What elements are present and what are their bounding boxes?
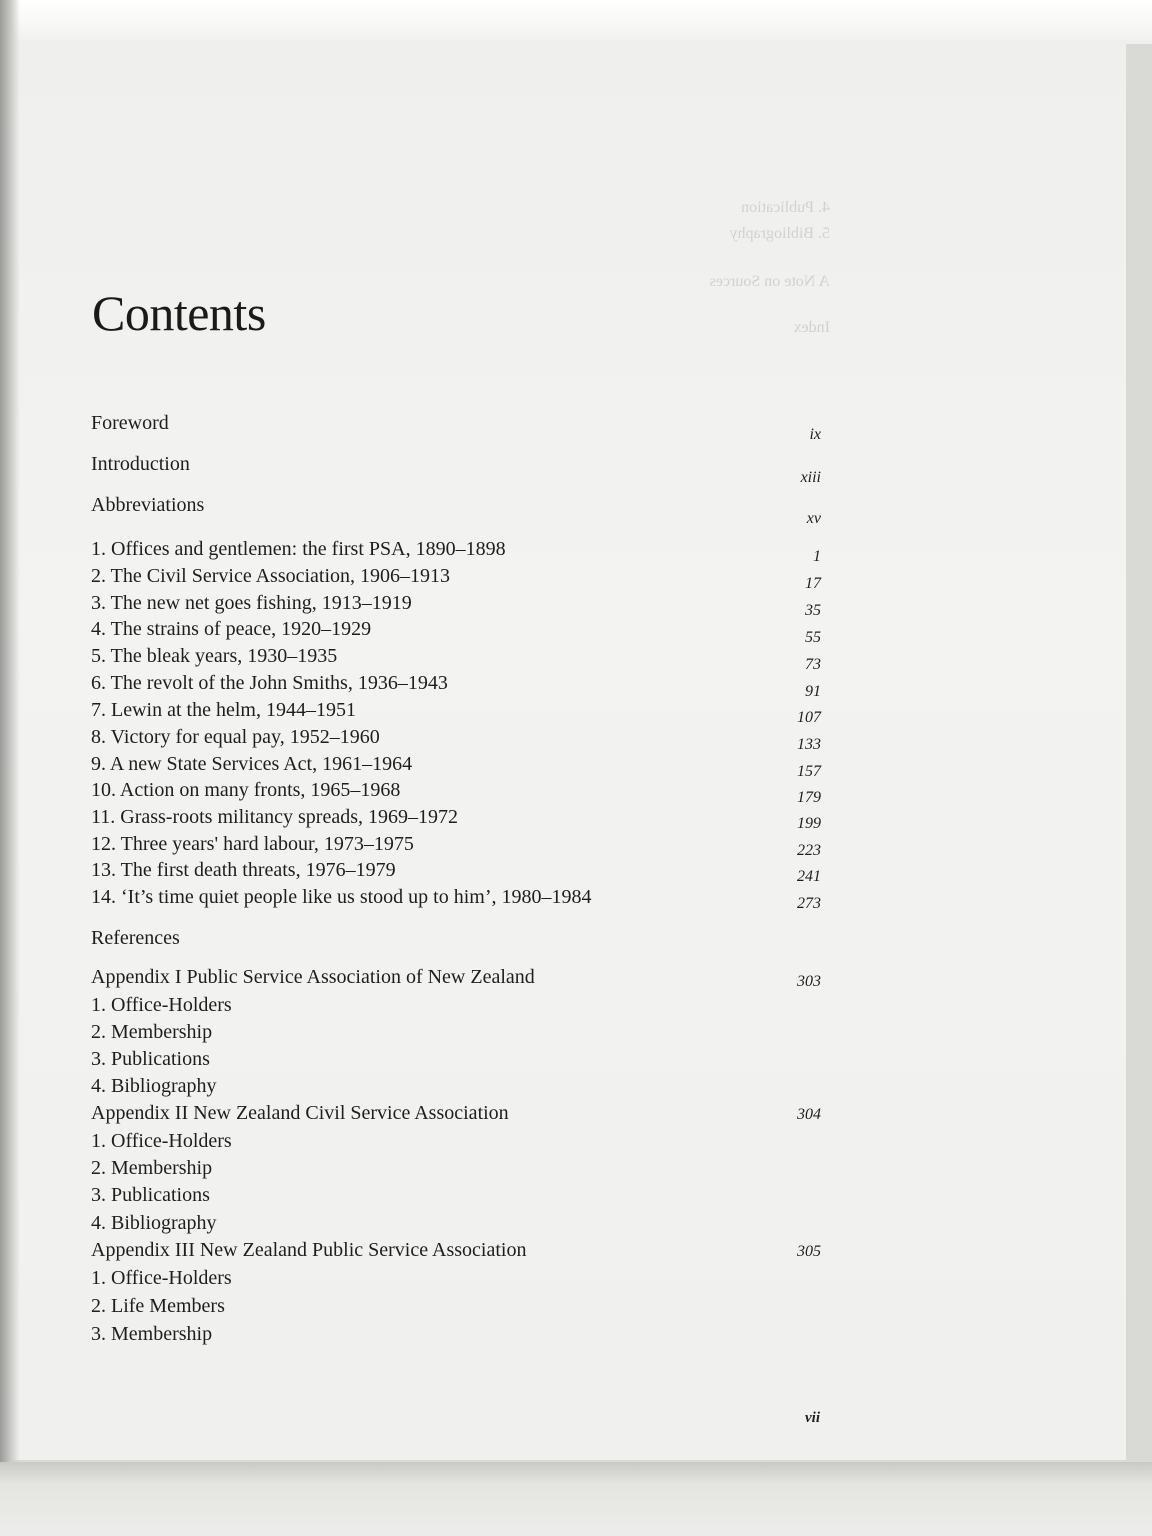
toc-page-number: 1 <box>813 548 821 565</box>
toc-chapter-8 <box>91 725 821 753</box>
page-folio: vii <box>805 1410 820 1426</box>
toc-entry-label: 13. The first death threats, 1976–1979 <box>91 859 396 881</box>
toc-entry-label: Abbreviations <box>91 494 205 516</box>
bleed-line: A Note on Sources <box>709 273 830 290</box>
toc-chapter-7 <box>91 698 821 726</box>
toc-entry-label: 14. ‘It’s time quiet people like us stood up to him’, 1980–1984 <box>91 886 592 908</box>
toc-entry-label: References <box>91 927 180 949</box>
toc-page-number: xiii <box>800 469 821 486</box>
toc-entry-label: Appendix I Public Service Association of New Zealand <box>91 966 535 988</box>
toc-entry-label: Appendix III New Zealand Public Service Association <box>91 1239 527 1261</box>
toc-entry-label: 2. Membership <box>91 1021 213 1043</box>
toc-entry-label: 4. Bibliography <box>91 1212 217 1234</box>
toc-page-number: 35 <box>805 602 821 619</box>
toc-page-number: 223 <box>797 842 821 859</box>
toc-page-number: 91 <box>805 683 821 700</box>
toc-entry-label: 1. Offices and gentlemen: the first PSA, 1890–1898 <box>91 538 506 560</box>
toc-page-number: 73 <box>805 656 821 673</box>
toc-appendix-item <box>91 1047 821 1071</box>
toc-entry-label: 6. The revolt of the John Smiths, 1936–1943 <box>91 672 448 694</box>
toc-page-number: 55 <box>805 629 821 646</box>
toc-entry-foreword <box>91 411 821 443</box>
page-title: Contents <box>92 284 266 341</box>
bleed-through-text <box>640 195 830 341</box>
toc-page-number: xv <box>806 510 821 527</box>
toc-entry-label: 3. Membership <box>91 1323 213 1345</box>
page-top-edge <box>0 0 1152 44</box>
toc-page-number: 199 <box>797 815 821 832</box>
toc-appendix-item <box>91 1129 821 1153</box>
toc-chapter-3 <box>91 591 821 619</box>
toc-entry-references <box>91 926 821 950</box>
toc-entry-abbreviations <box>91 493 821 527</box>
toc-entry-label: Appendix II New Zealand Civil Service Association <box>91 1102 509 1124</box>
toc-appendix-item <box>91 993 821 1017</box>
toc-chapter-11 <box>91 805 821 832</box>
toc-appendix-2 <box>91 1101 821 1125</box>
toc-entry-label: 9. A new State Services Act, 1961–1964 <box>91 753 413 775</box>
toc-entry-label: Foreword <box>91 412 169 434</box>
toc-entry-label: 8. Victory for equal pay, 1952–1960 <box>91 726 380 748</box>
toc-appendix-item <box>91 1294 821 1318</box>
page-left-edge <box>0 0 20 1536</box>
toc-page-number: 241 <box>797 868 821 885</box>
toc-entry-label: 11. Grass-roots militancy spreads, 1969–1972 <box>91 806 458 828</box>
toc-appendix-item <box>91 1074 821 1098</box>
toc-entry-label: 5. The bleak years, 1930–1935 <box>91 645 338 667</box>
toc-appendix-item <box>91 1322 821 1346</box>
toc-chapter-13 <box>91 858 821 885</box>
toc-chapter-4 <box>91 617 821 646</box>
toc-entry-label: 2. The Civil Service Association, 1906–1913 <box>91 565 451 587</box>
toc-appendix-item <box>91 1156 821 1180</box>
toc-appendix-item <box>91 1211 821 1235</box>
toc-entry-label: 2. Life Members <box>91 1295 225 1317</box>
toc-chapter-1 <box>91 537 821 565</box>
toc-page-number: 273 <box>797 895 821 912</box>
toc-appendix-item <box>91 1183 821 1207</box>
toc-entry-introduction <box>91 452 821 486</box>
toc-entry-label: 3. The new net goes fishing, 1913–1919 <box>91 592 412 614</box>
toc-chapter-2 <box>91 564 821 592</box>
toc-appendix-item <box>91 1266 821 1290</box>
toc-appendix-item <box>91 1020 821 1044</box>
toc-chapter-9 <box>91 752 821 780</box>
toc-entry-label: 1. Office-Holders <box>91 1130 232 1152</box>
toc-page-number: 157 <box>797 763 821 780</box>
toc-page-number: 179 <box>797 789 821 806</box>
page-bottom-edge <box>0 1462 1152 1536</box>
toc-chapter-14 <box>91 885 821 912</box>
toc-entry-label: 7. Lewin at the helm, 1944–1951 <box>91 699 356 721</box>
toc-entry-label: 3. Publications <box>91 1184 210 1206</box>
bleed-line: Index <box>793 319 830 336</box>
bleed-line: 5. Bibliography <box>729 225 830 242</box>
bleed-line: 4. Publication <box>741 199 830 216</box>
toc-entry-label: 10. Action on many fronts, 1965–1968 <box>91 779 401 801</box>
toc-appendix-1 <box>91 965 821 989</box>
toc-chapter-5 <box>91 644 821 673</box>
toc-entry-label: 1. Office-Holders <box>91 1267 232 1289</box>
toc-page-number: 107 <box>797 709 821 726</box>
toc-entry-label: 4. The strains of peace, 1920–1929 <box>91 618 372 640</box>
toc-page-number: 133 <box>797 736 821 753</box>
toc-page-number: 305 <box>797 1243 821 1260</box>
toc-appendix-3 <box>91 1238 821 1262</box>
toc-chapter-10 <box>91 778 821 806</box>
toc-page-number: 17 <box>805 575 821 592</box>
toc-entry-label: 12. Three years' hard labour, 1973–1975 <box>91 833 414 855</box>
toc-entry-label: 1. Office-Holders <box>91 994 232 1016</box>
toc-entry-label: 3. Publications <box>91 1048 210 1070</box>
toc-page-number: 304 <box>797 1106 821 1123</box>
toc-chapter-6 <box>91 671 821 700</box>
toc-entry-label: 4. Bibliography <box>91 1075 217 1097</box>
toc-entry-label: Introduction <box>91 453 190 475</box>
toc-chapter-12 <box>91 832 821 859</box>
toc-page-number: 303 <box>797 973 821 990</box>
toc-page-number: ix <box>809 426 821 443</box>
toc-entry-label: 2. Membership <box>91 1157 213 1179</box>
